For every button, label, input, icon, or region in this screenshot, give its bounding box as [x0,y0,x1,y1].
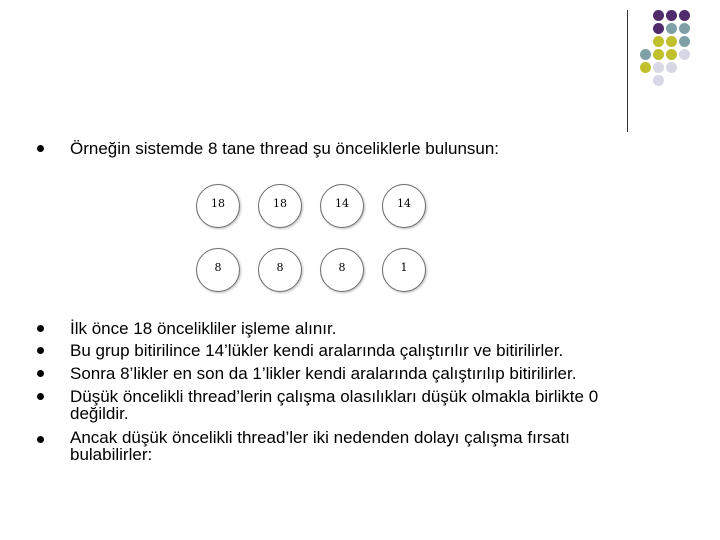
decorative-dot [679,10,690,21]
decorative-dot [640,23,651,34]
decorative-dot [666,49,677,60]
bullet-text: Düşük öncelikli thread’lerin çalışma olasılıkları düşük olmakla birlikte 0 [70,387,599,406]
divider-line [627,10,628,132]
decorative-dot [666,10,677,21]
decorative-dot [640,36,651,47]
bullet-dot [37,436,44,443]
decorative-dot [653,49,664,60]
decorative-dot [640,62,651,73]
bullet-dot [37,347,44,354]
intro-text: Örneğin sistemde 8 tane thread şu önceliklerle bulunsun: [70,139,500,158]
decorative-dot [666,62,677,73]
thread-circle: 8 [258,248,302,292]
bullet-text: İlk önce 18 öncelikliler işleme alınır. [70,319,337,338]
bullet-dot [37,393,44,400]
decorative-dot [679,75,690,86]
decorative-dot [679,23,690,34]
decorative-dot [653,62,664,73]
decorative-dot [666,23,677,34]
bullet-dot [37,145,44,152]
decorative-dot [679,62,690,73]
decorative-dot [653,36,664,47]
bullet-text: Sonra 8’likler en son da 1’likler kendi aralarında çalıştırılıp bitirilirler. [70,364,577,383]
decorative-dot [679,49,690,60]
decorative-dot [666,75,677,86]
bullet-dot [37,370,44,377]
bullet-text-continuation: değildir. [70,404,129,423]
bullet-dot [37,325,44,332]
thread-circle: 18 [258,184,302,228]
thread-circle: 1 [382,248,426,292]
bullet-text: Ancak düşük öncelikli thread’ler iki nedenden dolayı çalışma fırsatı [70,428,570,447]
decorative-dot [640,10,651,21]
thread-circle: 14 [382,184,426,228]
decorative-dot [640,75,651,86]
decorative-dot [666,36,677,47]
decorative-dot [640,49,651,60]
thread-circle: 14 [320,184,364,228]
decorative-dot [653,10,664,21]
thread-circle: 8 [196,248,240,292]
decorative-dot [653,23,664,34]
decorative-dot [679,36,690,47]
thread-circle: 18 [196,184,240,228]
decorative-dot [653,75,664,86]
decorative-dot-grid [640,10,690,86]
thread-circle: 8 [320,248,364,292]
bullet-text: Bu grup bitirilince 14’lükler kendi aralarında çalıştırılır ve bitirilirler. [70,341,564,360]
bullet-text-continuation: bulabilirler: [70,445,153,464]
